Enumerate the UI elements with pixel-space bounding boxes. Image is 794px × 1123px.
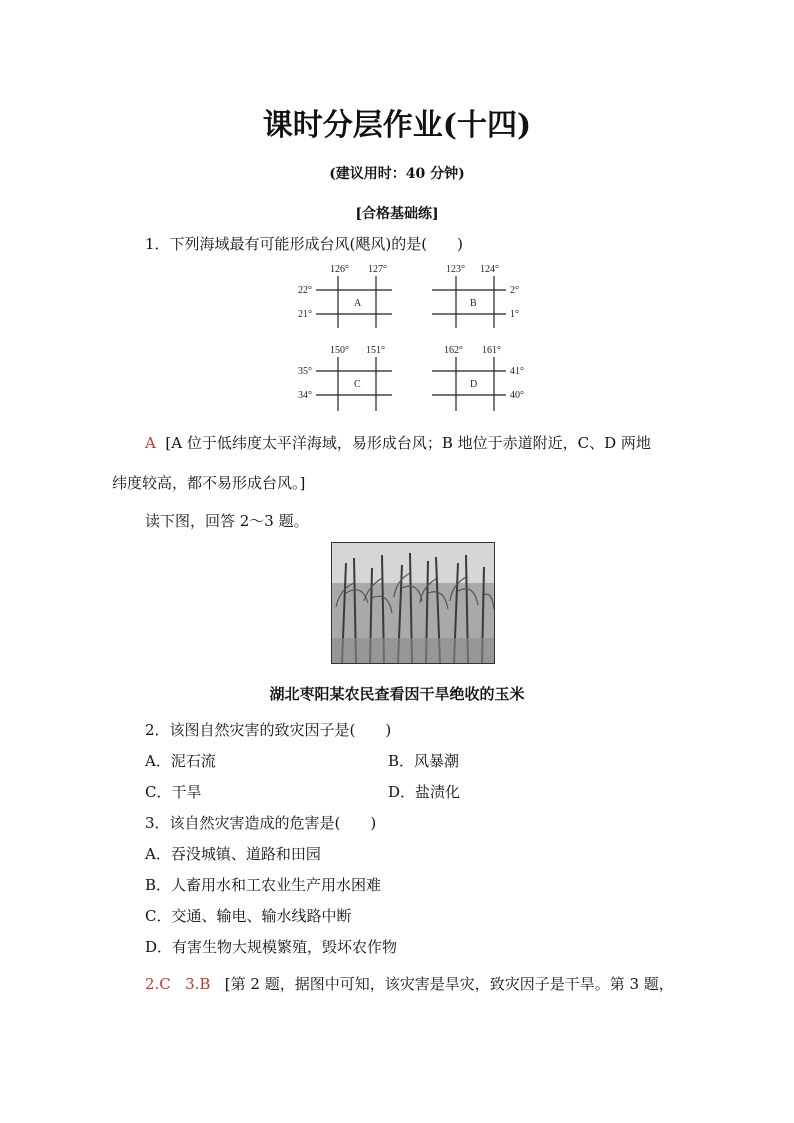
answer-explanation: [A 位于低纬度太平洋海域，易形成台风；B 地位于赤道附近，C、D 两地 xyxy=(165,434,651,452)
read-prompt: 读下图，回答 2～3 题。 xyxy=(145,512,309,530)
drought-corn-photo xyxy=(331,542,495,664)
answers-explanation: [第 2 题，据图中可知，该灾害是旱灾，致灾因子是干旱。第 3 题， xyxy=(224,975,674,993)
map-lat-label: 2° xyxy=(510,285,519,296)
question-2-stem: 2．该图自然灾害的致灾因子是( ) xyxy=(145,721,392,739)
question-3-option-d: D．有害生物大规模繁殖，毁坏农作物 xyxy=(145,938,398,956)
map-lat-label: 41° xyxy=(510,366,524,377)
map-lon-label: 126° xyxy=(330,264,349,275)
map-lat-label: 34° xyxy=(298,390,312,401)
question-3-option-b: B．人畜用水和工农业生产用水困难 xyxy=(145,876,382,894)
map-lon-label: 150° xyxy=(330,345,349,356)
map-area-label: C xyxy=(354,379,361,390)
map-lon-label: 162° xyxy=(444,345,463,356)
map-area-label: D xyxy=(470,379,478,390)
map-lon-label: 124° xyxy=(480,264,499,275)
map-lon-label: 123° xyxy=(446,264,465,275)
answer-2: 2.C xyxy=(145,975,171,993)
map-lat-label: 21° xyxy=(298,309,312,320)
map-d xyxy=(430,343,530,413)
question-3-option-c: C．交通、输电、输水线路中断 xyxy=(145,907,352,925)
question-2-option-b: B．风暴潮 xyxy=(388,752,460,770)
answer-3: 3.B xyxy=(185,975,211,993)
suggested-time: (建议用时：40 分钟) xyxy=(329,166,465,182)
section-heading: [合格基础练] xyxy=(355,206,439,222)
question-3-option-a: A．吞没城镇、道路和田园 xyxy=(145,845,321,863)
question-1-stem: 1．下列海域最有可能形成台风(飓风)的是( ) xyxy=(145,235,463,253)
map-lat-label: 1° xyxy=(510,309,519,320)
map-lon-label: 151° xyxy=(366,345,385,356)
map-area-label: A xyxy=(354,298,362,309)
question-2-option-a: A．泥石流 xyxy=(145,752,216,770)
question-1-explanation-cont: 纬度较高，都不易形成台风。] xyxy=(112,474,306,492)
map-b xyxy=(430,262,530,330)
question-1-answer xyxy=(145,432,651,453)
answer-letter: A xyxy=(145,434,156,452)
map-c xyxy=(296,343,396,413)
map-lat-label: 22° xyxy=(298,285,312,296)
page-title: 课时分层作业(十四) xyxy=(262,108,532,143)
map-lat-label: 35° xyxy=(298,366,312,377)
answers-2-3 xyxy=(145,973,674,994)
map-a xyxy=(296,262,396,330)
map-area-label: B xyxy=(470,298,477,309)
map-lat-label: 40° xyxy=(510,390,524,401)
map-lon-label: 127° xyxy=(368,264,387,275)
map-lon-label: 161° xyxy=(482,345,501,356)
question-3-stem: 3．该自然灾害造成的危害是( ) xyxy=(145,814,377,832)
question-2-option-c: C．干旱 xyxy=(145,783,202,801)
photo-caption: 湖北枣阳某农民查看因干旱绝收的玉米 xyxy=(269,685,525,703)
question-2-option-d: D．盐渍化 xyxy=(388,783,461,801)
